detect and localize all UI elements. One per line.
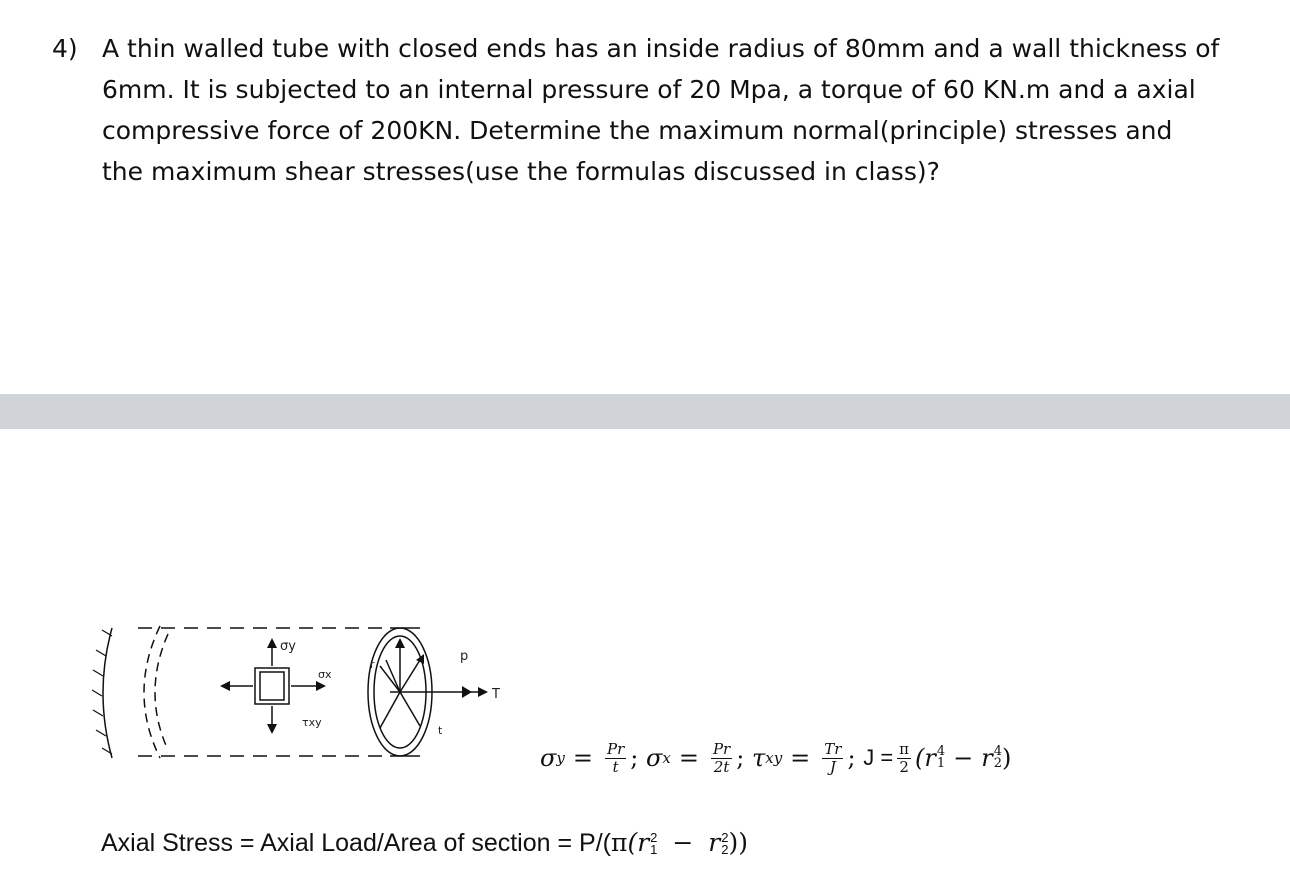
numerator-pi: π — [899, 739, 910, 758]
separator-1: ; — [630, 744, 639, 772]
equals-2: = — [678, 744, 699, 772]
separator-3: ; — [847, 744, 856, 772]
label-p: p — [460, 649, 469, 664]
equals-1: = — [572, 744, 593, 772]
label-torque-T: T — [492, 687, 500, 702]
equals-3: = — [790, 744, 811, 772]
fraction-pr-over-t — [605, 741, 626, 776]
axial-r1-power — [650, 832, 657, 856]
label-r: r — [370, 658, 375, 671]
denominator-j: J — [829, 757, 836, 776]
stress-element — [260, 672, 284, 700]
axial-close: )) — [728, 828, 748, 857]
axial-r2-sup: 2 — [721, 830, 729, 846]
label-sigma-y: σy — [280, 639, 296, 654]
minus-1: − — [953, 744, 974, 772]
r2-power — [994, 746, 1002, 770]
sigma-y-subscript: y — [556, 749, 565, 767]
r2-sup: 4 — [993, 744, 1003, 759]
denominator-2: 2 — [899, 757, 909, 776]
tube-left-end — [144, 626, 160, 758]
axial-text: Axial Stress = Axial Load/Area of section = P/( — [101, 829, 611, 857]
r1-sub: 1 — [936, 756, 946, 771]
label-sigma-x: σx — [318, 668, 332, 681]
stress-formulas — [540, 728, 1280, 788]
axial-minus: − — [672, 828, 694, 857]
axial-stress-formula — [101, 828, 1201, 858]
tube-diagram — [90, 608, 530, 783]
numerator-tr: Tr — [824, 739, 842, 758]
numerator-pr-1: Pr — [606, 739, 625, 758]
tube-stress-figure — [90, 608, 530, 783]
r1-sup: 4 — [936, 744, 946, 759]
axial-open: (r — [627, 828, 650, 857]
axial-pi: π — [611, 828, 628, 857]
problem-line-4: the maximum shear stresses(use the formulas discussed in class)? — [102, 157, 940, 186]
label-tau-xy: τxy — [302, 716, 322, 729]
wall-hatching — [92, 630, 112, 754]
gray-separator-band — [0, 394, 1290, 429]
r1-power — [937, 746, 945, 770]
j-label: J = — [863, 745, 894, 770]
separator-2: ; — [736, 744, 745, 772]
fraction-tr-over-j — [822, 741, 843, 776]
fraction-pr-over-2t — [711, 741, 732, 776]
sigma-x-subscript: x — [662, 749, 671, 767]
j-expr-close: ) — [1002, 744, 1012, 772]
wall-left-curve — [103, 628, 112, 758]
r2-symbol: r — [981, 744, 993, 772]
problem-line-1: A thin walled tube with closed ends has an inside radius of 80mm and a wall thickness of — [102, 34, 1220, 63]
axial-r2: r — [708, 828, 721, 857]
numerator-pr-2: Pr — [712, 739, 731, 758]
tau-symbol: τ — [751, 744, 766, 772]
problem-line-2: 6mm. It is subjected to an internal pressure of 20 Mpa, a torque of 60 KN.m and a axial — [102, 75, 1196, 104]
r2-sub: 2 — [993, 756, 1003, 771]
axial-r2-sub: 2 — [721, 842, 729, 858]
problem-body — [102, 28, 1252, 192]
fraction-pi-over-2 — [897, 741, 911, 776]
denominator-t: t — [612, 757, 619, 776]
sigma-y-symbol: σ — [540, 744, 557, 772]
denominator-2t: 2t — [713, 757, 730, 776]
axial-r1-sup: 2 — [650, 830, 658, 846]
j-expr-open: (r — [915, 744, 936, 772]
sigma-x-symbol: σ — [645, 744, 663, 772]
tau-subscript: xy — [765, 749, 783, 767]
axial-r1-sub: 1 — [650, 842, 658, 858]
problem-number: 4) — [52, 34, 78, 63]
problem-line-3: compressive force of 200KN. Determine the maximum normal(principle) stresses and — [102, 116, 1173, 145]
label-t: t — [438, 724, 443, 737]
